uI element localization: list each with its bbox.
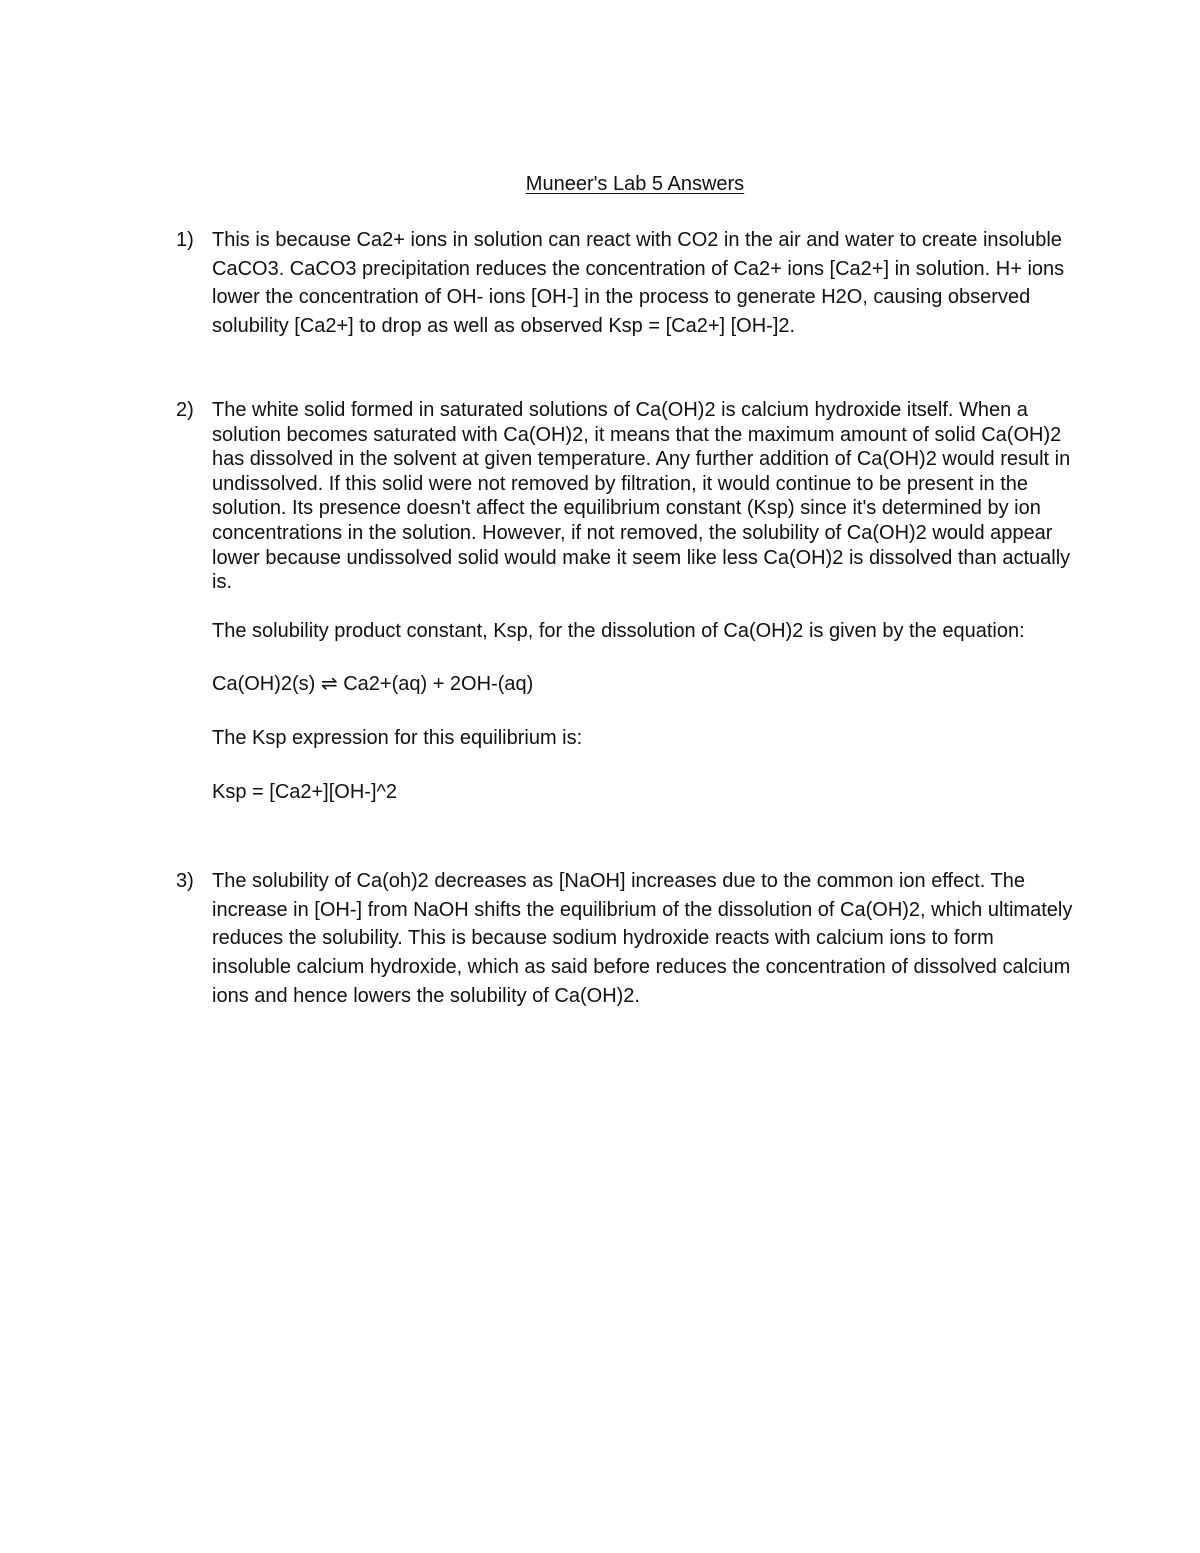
document-title: Muneer's Lab 5 Answers	[525, 173, 745, 195]
answer-number: 1)	[176, 229, 194, 251]
answer-number: 2)	[176, 399, 194, 421]
equation: Ca(OH)2(s) ⇌ Ca2+(aq) + 2OH-(aq)	[212, 673, 534, 696]
answer-number: 3)	[176, 870, 194, 892]
answer-paragraph: The Ksp expression for this equilibrium is:	[212, 726, 583, 749]
answer-paragraph: This is because Ca2+ ions in solution can react with CO2 in the air and water to create insoluble CaCO3. CaCO3 precipitation reduces the concentration of Ca2+ ions [Ca2+] in solution. H+ ions lower the concentration of OH- ions [OH-] in the process to generate H2O, causing observed solubility [Ca2+] to drop as well as observed Ksp = [Ca2+] [OH-]2.	[212, 229, 1065, 338]
ksp-expression: Ksp = [Ca2+][OH-]^2	[212, 780, 398, 803]
answer-body	[212, 867, 1076, 1011]
answer-body	[212, 398, 1076, 804]
answer-paragraph: The white solid formed in saturated solutions of Ca(OH)2 is calcium hydroxide itself. When a solution becomes saturated with Ca(OH)2, it means that the maximum amount of solid Ca(OH)2 has dissolved in the solvent at given temperature. Any further addition of Ca(OH)2 would result in undissolved. If this solid were not removed by filtration, it would continue to be present in the solution. Its presence doesn't affect the equilibrium constant (Ksp) since it's determined by ion concentrations in the solution. However, if not removed, the solubility of Ca(OH)2 would appear lower because undissolved solid would make it seem like less Ca(OH)2 is dissolved than actually is.	[212, 399, 1071, 594]
answer-body	[212, 226, 1076, 341]
answer-paragraph: The solubility of Ca(oh)2 decreases as [NaOH] increases due to the common ion effect. The increase in [OH-] from NaOH shifts the equilibrium of the dissolution of Ca(OH)2, which ultimately reduces the solubility. This is because sodium hydroxide reacts with calcium ions to form insoluble calcium hydroxide, which as said before reduces the concentration of dissolved calcium ions and hence lowers the solubility of Ca(OH)2.	[212, 870, 1073, 1007]
answer-paragraph: The solubility product constant, Ksp, for the dissolution of Ca(OH)2 is given by the equation:	[212, 619, 1025, 642]
